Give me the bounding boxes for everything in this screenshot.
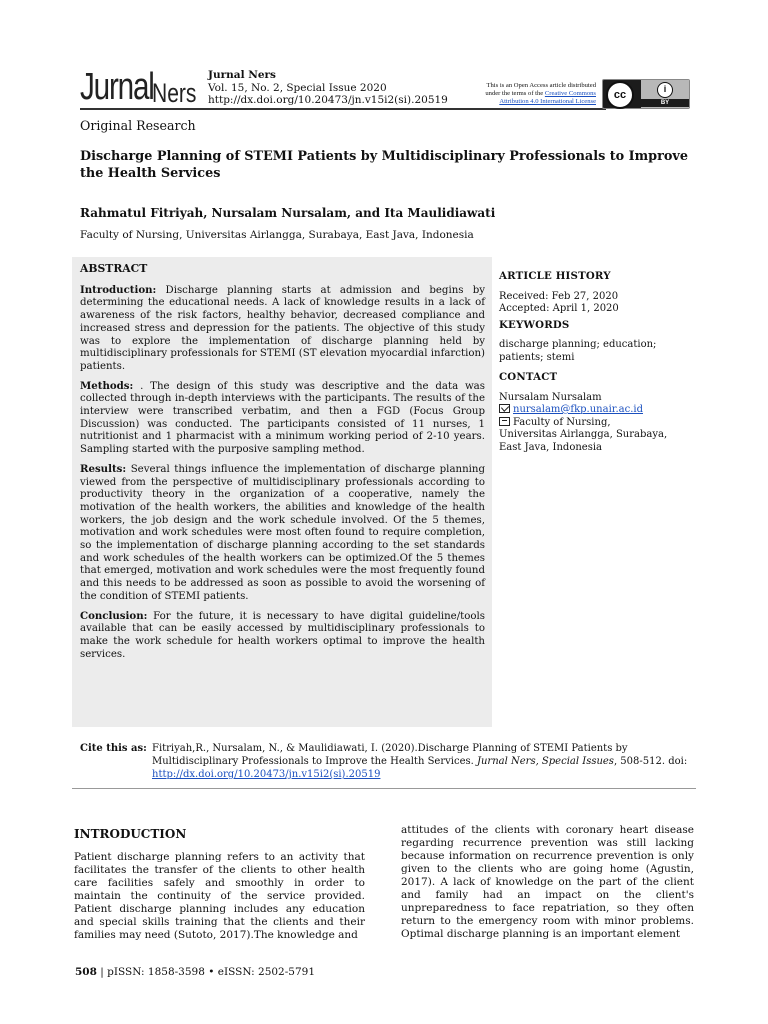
body-right-column (401, 824, 694, 941)
abstract-introduction (80, 284, 485, 374)
open-access-line2: under the terms of the (485, 90, 544, 98)
abstract-methods (80, 380, 485, 457)
history-heading: ARTICLE HISTORY (499, 270, 611, 282)
journal-name: Jurnal Ners (208, 69, 276, 81)
keywords: discharge planning; education; patients; stemi (499, 339, 657, 363)
article-title: Discharge Planning of STEMI Patients by Multidisciplinary Professionals to Improve the Health Services (80, 149, 688, 181)
by-area (641, 80, 689, 108)
cite-plain: Fitriyah,R., Nursalam, N., & Maulidiawati, I. (2020).Discharge Planning of STEMI Patients by Multidisciplinary Professionals to Improve the Health Services. (152, 743, 628, 767)
contact-name: Nursalam Nursalam (499, 391, 602, 403)
address-icon (499, 417, 510, 426)
cc-icon: cc (606, 81, 634, 109)
body-left-column (74, 828, 365, 942)
abstract-heading: ABSTRACT (80, 262, 148, 275)
cite-journal: Jurnal Ners, Special Issues (476, 756, 614, 767)
conclusion-text: For the future, it is necessary to have digital guideline/tools available that can be easily accessed by multidisciplinary professionals to make the work schedule for health workers optimal to improve the health services. (80, 610, 485, 660)
header-rule (80, 108, 606, 110)
conclusion-label: Conclusion: (80, 609, 148, 622)
open-access-notice (440, 82, 596, 107)
logo-word-ners: Ners (152, 78, 197, 108)
contact-email[interactable]: nursalam@fkp.unair.ac.id (513, 404, 643, 415)
cite-label: Cite this as: (80, 743, 147, 754)
cite-doi-link[interactable]: http://dx.doi.org/10.20473/jn.v15i2(si).20519 (152, 769, 381, 780)
contact-heading: CONTACT (499, 371, 558, 383)
citation-rule (72, 788, 696, 789)
left-paragraph: Patient discharge planning refers to an activity that facilitates the transfer of the clients to other health care facilities safely and smoothly in order to maintain the continuity of the service provided. Patient discharge planning includes any education and special skills training that the clients and their families may need (Sutoto, 2017).The knowledge and (74, 851, 365, 941)
intro-text: Discharge planning starts at admission and begins by determining the educational needs. A lack of knowledge results in a lack of awareness of the risk factors, healthy behavior, decreased compliance and increased stress and depression for the patients. The objective of this study was to explore the implementation of discharge planning held by multidisciplinary professionals for STEMI (ST elevation myocardial infarction) patients. (80, 284, 486, 372)
journal-volume: Vol. 15, No. 2, Special Issue 2020 (208, 81, 387, 94)
article-authors: Rahmatul Fitriyah, Nursalam Nursalam, and Ita Maulidiawati (80, 206, 496, 220)
page-number: 508 (75, 966, 97, 978)
page-footer (75, 966, 315, 978)
logo-word-jurnal: Jurnal (80, 66, 154, 108)
results-text: Several things influence the implementation of discharge planning viewed from the perspective of multidisciplinary professionals according to productivity theory in the organization of a cooperative, namely the motivation of the health workers, the abilities and knowledge of the health workers, the job design and the work schedule involved. Of the 5 themes, motivation and work schedules were most often found to require completion, so the implementation of discharge planning according to the set standards and work schedules of the health workers can be optimized.Of the 5 themes that emerged, motivation and work schedules were the most frequently found and this needs to be addressed as soon as possible to avoid the worsening of the condition of STEMI patients. (80, 463, 485, 602)
mail-icon (499, 404, 510, 413)
introduction-heading: INTRODUCTION (74, 827, 187, 841)
article-affiliation: Faculty of Nursing, Universitas Airlangga, Surabaya, East Java, Indonesia (80, 229, 474, 241)
by-label: BY (641, 99, 689, 107)
results-label: Results: (80, 462, 127, 475)
journal-meta (208, 69, 448, 107)
attribution-person-icon: i (657, 82, 673, 98)
journal-logo (80, 66, 197, 110)
received-date: Received: Feb 27, 2020 (499, 290, 619, 302)
right-paragraph: attitudes of the clients with coronary heart disease regarding recurrence prevention was still lacking because information on recurrence prevention is only given to the clients who are going home (Agustin, 2017). A lack of knowledge on the part of the client and family had an impact on the client's unpreparedness to face repatriation, so they often return to the emergency room with minor problems. Optimal discharge planning is an important element (401, 824, 694, 940)
abstract-results (80, 463, 485, 604)
open-access-line1: This is an Open Access article distributed (486, 82, 596, 89)
methods-text: . The design of this study was descriptive and the data was collected through in-depth interviews with the participants. The results of the interview were transcribed verbatim, and then a FGD (Focus Group Discussion) was conducted. The participants consisted of 11 nurses, 1 nutritionist and 1 pharmacist with a minimum working period of 2-10 years. Sampling started with the purposive sampling method. (80, 380, 485, 456)
cite-text (152, 742, 692, 781)
keywords-heading: KEYWORDS (499, 318, 570, 331)
abstract (80, 263, 485, 667)
journal-doi[interactable]: http://dx.doi.org/10.20473/jn.v15i2(si).20519 (208, 94, 448, 107)
license-link-2[interactable]: Attribution 4.0 International License (499, 98, 596, 106)
article-sidebar (499, 270, 669, 454)
article-type: Original Research (80, 118, 196, 133)
abstract-conclusion (80, 610, 485, 662)
intro-label: Introduction: (80, 283, 157, 296)
accepted-date: Accepted: April 1, 2020 (499, 303, 619, 314)
methods-label: Methods: (80, 379, 134, 392)
contact-address: Faculty of Nursing, Universitas Airlangga, Surabaya, East Java, Indonesia (499, 416, 668, 453)
license-link[interactable]: Creative Commons (544, 90, 596, 98)
issn: | pISSN: 1858-3598 • eISSN: 2502-5791 (100, 966, 316, 978)
cc-by-badge[interactable] (602, 79, 690, 109)
cite-after: , 508-512. doi: (613, 756, 688, 767)
